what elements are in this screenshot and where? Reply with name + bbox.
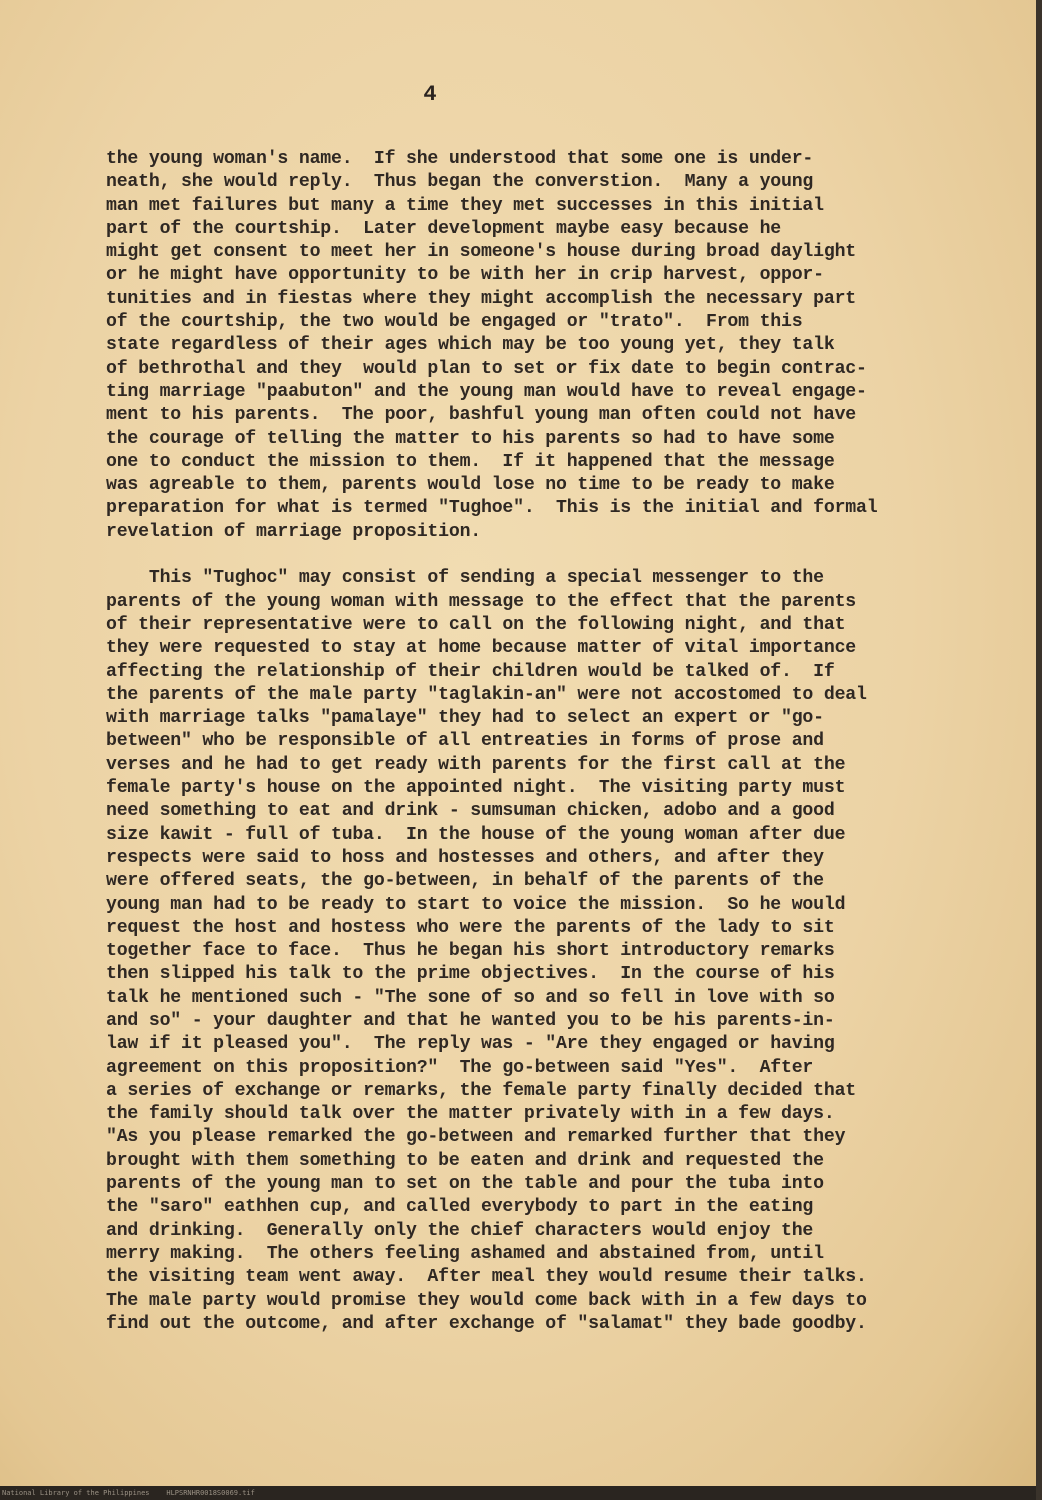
text-line: find out the outcome, and after exchange of "salamat" they bade goodby.: [106, 1313, 867, 1334]
text-line: between" who be responsible of all entreaties in forms of prose and: [106, 731, 824, 752]
text-line: and drinking. Generally only the chief characters would enjoy the: [106, 1220, 814, 1241]
text-line: parents of the young man to set on the table and pour the tuba into: [106, 1174, 824, 1195]
text-line: parents of the young woman with message to the effect that the parents: [106, 591, 856, 612]
text-line: the "saro" eathhen cup, and called everybody to part in the eating: [106, 1197, 814, 1218]
text-line: ting marriage "paabuton" and the young man would have to reveal engage-: [106, 381, 867, 402]
page-edge: [1036, 0, 1042, 1500]
paragraph: [106, 148, 986, 544]
text-line: the courage of telling the matter to his parents so had to have some: [106, 428, 835, 449]
text-line: talk he mentioned such - "The sone of so and so fell in love with so: [106, 987, 835, 1008]
text-line: This "Tughoc" may consist of sending a special messenger to the: [106, 568, 824, 589]
text-line: the parents of the male party "taglakin-an" were not accostomed to deal: [106, 684, 867, 705]
text-line: affecting the relationship of their children would be talked of. If: [106, 661, 835, 682]
text-line: preparation for what is termed "Tughoe". This is the initial and formal: [106, 498, 878, 519]
text-line: size kawit - full of tuba. In the house of the young woman after due: [106, 824, 846, 845]
text-line: then slipped his talk to the prime objectives. In the course of his: [106, 964, 835, 985]
text-line: "As you please remarked the go-between and remarked further that they: [106, 1127, 846, 1148]
text-line: female party's house on the appointed night. The visiting party must: [106, 778, 846, 799]
text-line: verses and he had to get ready with parents for the first call at the: [106, 754, 846, 775]
text-line: the family should talk over the matter privately with in a few days.: [106, 1104, 835, 1125]
text-line: respects were said to hoss and hostesses and others, and after they: [106, 847, 824, 868]
text-line: and so" - your daughter and that he wanted you to be his parents-in-: [106, 1010, 835, 1031]
text-line: with marriage talks "pamalaye" they had to select an expert or "go-: [106, 708, 824, 729]
text-line: part of the courtship. Later development maybe easy because he: [106, 218, 781, 239]
text-line: tunities and in fiestas where they might accomplish the necessary part: [106, 288, 856, 309]
text-line: agreement on this proposition?" The go-between said "Yes". After: [106, 1057, 814, 1078]
paragraph: [106, 567, 986, 1336]
text-line: together face to face. Thus he began his short introductory remarks: [106, 941, 835, 962]
text-line: neath, she would reply. Thus began the converstion. Many a young: [106, 172, 814, 193]
text-line: request the host and hostess who were the parents of the lady to sit: [106, 917, 835, 938]
text-line: the visiting team went away. After meal they would resume their talks.: [106, 1267, 867, 1288]
text-line: law if it pleased you". The reply was - "Are they engaged or having: [106, 1034, 835, 1055]
text-line: brought with them something to be eaten and drink and requested the: [106, 1150, 824, 1171]
text-line: need something to eat and drink - sumsuman chicken, adobo and a good: [106, 801, 835, 822]
text-line: man met failures but many a time they met successes in this initial: [106, 195, 824, 216]
text-line: a series of exchange or remarks, the female party finally decided that: [106, 1080, 856, 1101]
text-line: might get consent to meet her in someone's house during broad daylight: [106, 242, 856, 263]
text-line: young man had to be ready to start to voice the mission. So he would: [106, 894, 846, 915]
text-line: merry making. The others feeling ashamed and abstained from, until: [106, 1243, 824, 1264]
page-number: 4: [423, 82, 437, 107]
archive-footer: National Library of the Philippines HLPSRNHR0018S0069.tif: [2, 1489, 255, 1497]
text-line: of their representative were to call on the following night, and that: [106, 614, 846, 635]
text-line: were offered seats, the go-between, in behalf of the parents of the: [106, 871, 824, 892]
text-line: The male party would promise they would come back with in a few days to: [106, 1290, 867, 1311]
paragraph-gap: [106, 544, 986, 567]
body-text: [106, 148, 986, 1336]
text-line: revelation of marriage proposition.: [106, 521, 481, 542]
text-line: state regardless of their ages which may be too young yet, they talk: [106, 335, 835, 356]
text-line: the young woman's name. If she understood that some one is under-: [106, 149, 814, 169]
text-line: was agreable to them, parents would lose no time to be ready to make: [106, 475, 835, 496]
text-line: of the courtship, the two would be engaged or "trato". From this: [106, 312, 803, 333]
text-line: of bethrothal and they would plan to set or fix date to begin contrac-: [106, 358, 867, 379]
text-line: ment to his parents. The poor, bashful young man often could not have: [106, 405, 856, 426]
text-line: one to conduct the mission to them. If it happened that the message: [106, 451, 835, 472]
text-line: or he might have opportunity to be with her in crip harvest, oppor-: [106, 265, 824, 286]
text-line: they were requested to stay at home because matter of vital importance: [106, 638, 856, 659]
